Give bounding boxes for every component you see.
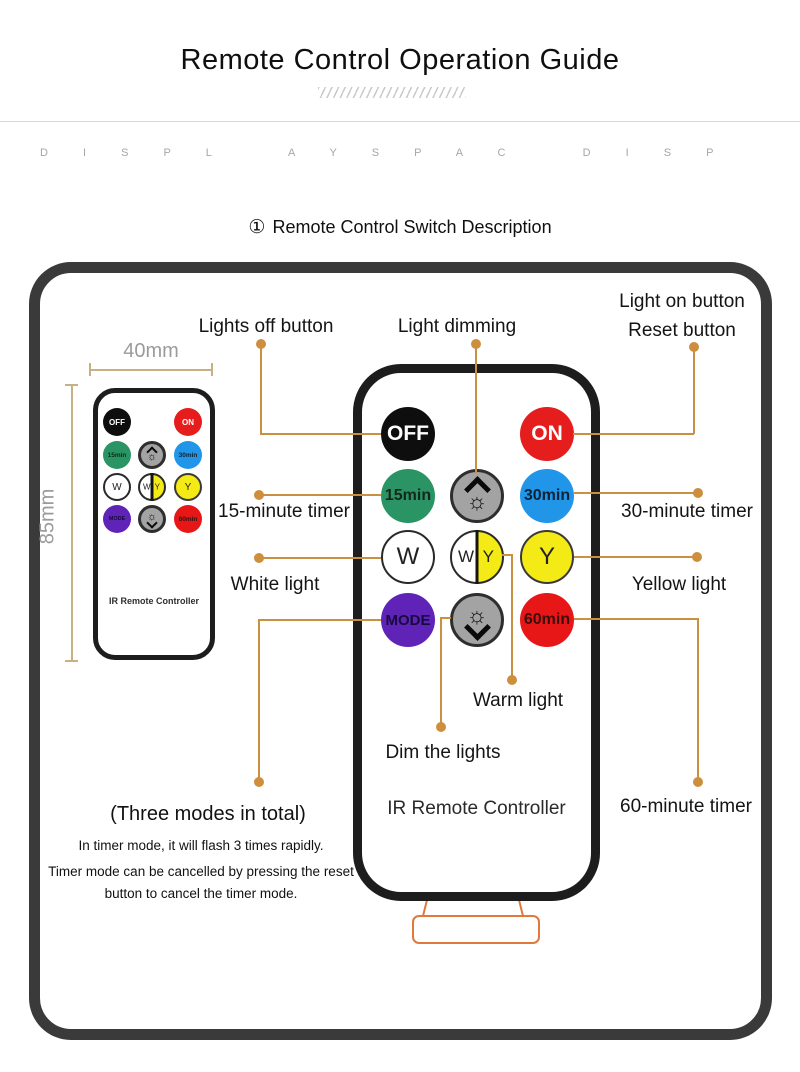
divider-line [0, 121, 800, 122]
small-brightness-down-button [138, 505, 166, 533]
brightness-down-button [450, 593, 504, 647]
small-yellow-button: Y [174, 473, 202, 501]
small-on-button: ON [174, 408, 202, 436]
white-light-button: W [381, 530, 435, 584]
watermark-letters: D I S P L A Y S P A C D I S P [40, 147, 728, 159]
connector-mode-line [258, 619, 260, 783]
connector-lights-off-line [260, 433, 381, 435]
dimension-tick [211, 363, 213, 376]
split-y-label: Y [154, 482, 160, 492]
callout-light-on: Light on button [619, 291, 745, 312]
callout-dim-the-lights: Dim the lights [385, 742, 501, 763]
connector-mode-dot [254, 777, 264, 787]
connector-warm-line [511, 554, 513, 682]
timer-60min-button: 60min [520, 593, 574, 647]
big-remote-brand: IR Remote Controller [387, 798, 566, 819]
connector-30min-line [573, 492, 699, 494]
timer-30min-button: 30min [520, 469, 574, 523]
small-brightness-up-button [138, 441, 166, 469]
sun-icon: ☼ [146, 450, 158, 463]
dimension-tick [65, 384, 78, 386]
connector-60min-line [697, 618, 699, 783]
split-w-label: W [143, 482, 151, 492]
callout-warm-light: Warm light [472, 690, 564, 711]
callout-60min-timer: 60-minute timer [620, 796, 752, 817]
dimension-tick [89, 363, 91, 376]
connector-60min-line [574, 618, 699, 620]
off-button: OFF [381, 407, 435, 461]
callout-reset: Reset button [628, 320, 736, 341]
connector-yellow-line [574, 556, 698, 558]
callout-light-dimming: Light dimming [397, 316, 517, 337]
connector-white-line [262, 557, 381, 559]
connector-mode-line [259, 619, 381, 621]
small-30min-button: 30min [174, 441, 202, 469]
on-button: ON [520, 407, 574, 461]
small-15min-button: 15min [103, 441, 131, 469]
white-yellow-button [450, 530, 504, 584]
section-heading-text: Remote Control Switch Description [272, 217, 552, 237]
connector-lights-off-dot [256, 339, 266, 349]
note-cancel: Timer mode can be cancelled by pressing the reset button to cancel the timer mode. [48, 864, 354, 901]
height-dimension-line [71, 385, 73, 662]
callout-white-light: White light [230, 574, 320, 595]
brightness-up-button [450, 469, 504, 523]
connector-light-dimming-dot [471, 339, 481, 349]
yellow-light-button: Y [520, 530, 574, 584]
modes-total-label: (Three modes in total) [110, 803, 306, 825]
sun-icon: ☼ [466, 487, 488, 514]
callout-15min-timer: 15-minute timer [218, 501, 350, 522]
connector-15min-dot [254, 490, 264, 500]
connector-light-dimming-line [475, 346, 477, 473]
page-title: Remote Control Operation Guide [180, 44, 620, 76]
connector-30min-dot [693, 488, 703, 498]
dimension-tick [65, 660, 78, 662]
circled-one-icon: ① [248, 217, 266, 238]
width-dimension-line [90, 369, 212, 371]
mode-button: MODE [381, 593, 435, 647]
small-white-yellow-button [138, 473, 166, 501]
split-y-label: Y [482, 547, 494, 566]
small-off-button: OFF [103, 408, 131, 436]
timer-15min-button: 15min [381, 469, 435, 523]
connector-15min-line [262, 494, 381, 496]
note-flash: In timer mode, it will flash 3 times rapidly. [78, 838, 324, 853]
connector-dim-dot [436, 722, 446, 732]
connector-lights-off-line [260, 346, 262, 434]
small-white-button: W [103, 473, 131, 501]
connector-dim-line [440, 617, 442, 729]
callout-30min-timer: 30-minute timer [621, 501, 753, 522]
connector-white-dot [254, 553, 264, 563]
callout-lights-off: Lights off button [198, 316, 334, 337]
small-remote-brand: IR Remote Controller [108, 596, 199, 606]
callout-yellow-light: Yellow light [631, 574, 727, 595]
connector-60min-dot [693, 777, 703, 787]
connector-light-on-dot [689, 342, 699, 352]
connector-yellow-dot [692, 552, 702, 562]
small-mode-button: MODE [103, 505, 131, 533]
section-heading [0, 216, 800, 239]
width-dimension-label: 40mm [123, 340, 179, 362]
connector-warm-dot [507, 675, 517, 685]
connector-light-on-line [573, 433, 694, 435]
pull-tab [412, 915, 540, 944]
hatch-decoration [318, 87, 466, 98]
sun-icon: ☼ [146, 510, 158, 523]
split-w-label: W [458, 547, 475, 566]
height-dimension-label: 85mm [36, 488, 59, 545]
small-60min-button: 60min [174, 505, 202, 533]
sun-icon: ☼ [466, 601, 488, 628]
split-divider [476, 530, 479, 584]
connector-light-on-line [693, 349, 695, 434]
